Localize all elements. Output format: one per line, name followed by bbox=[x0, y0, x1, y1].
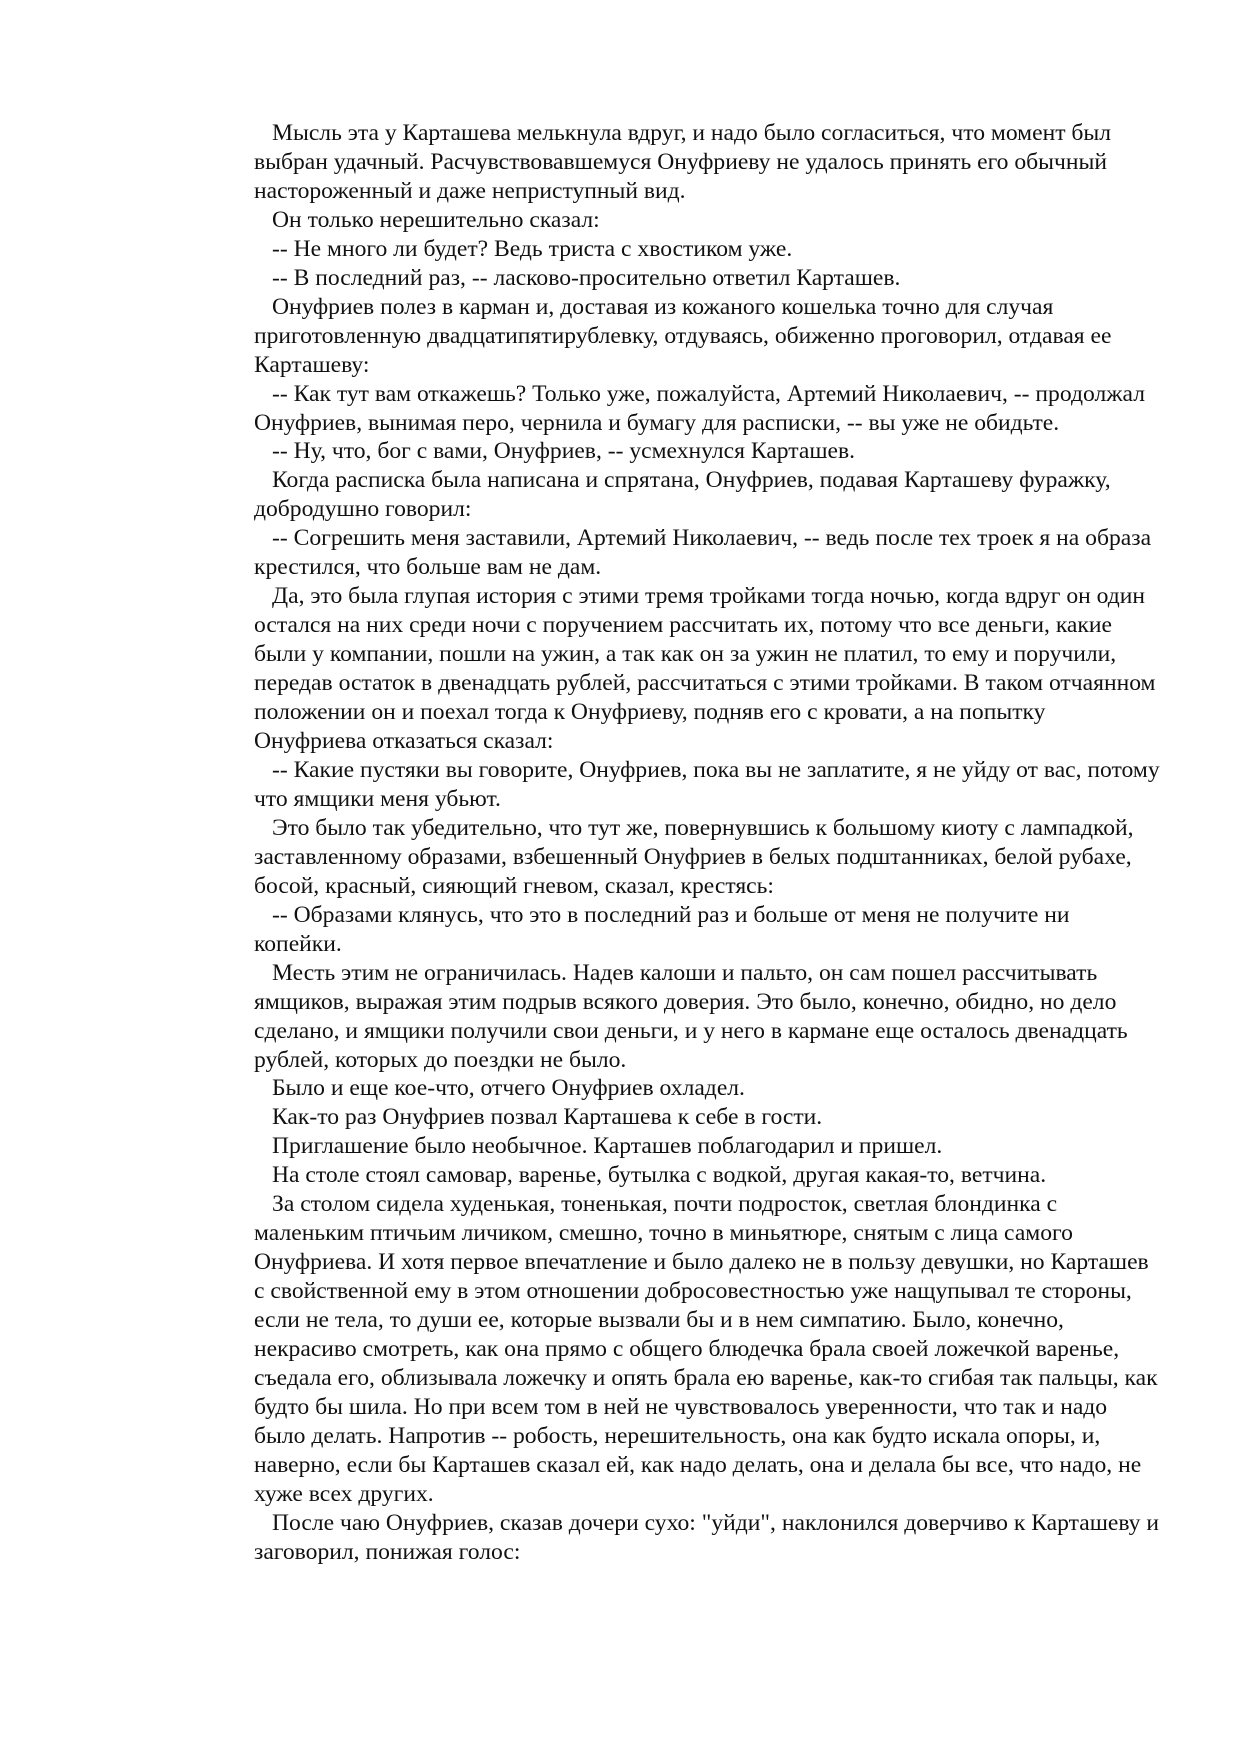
paragraph: За столом сидела худенькая, тоненькая, почти подросток, светлая блондинка с маленьким птичьим личиком, смешно, точно в миньятюре, снятым с лица самого Онуфриева. И хотя первое впечатление и было далеко не в пользу девушки, но Карташев с свойственной ему в этом отношении добросовестностью уже нащупывал те стороны, если не тела, то души ее, которые вызвали бы и в нем симпатию. Было, конечно, некрасиво смотреть, как она прямо с общего блюдечка брала своей ложечкой варенье, съедала его, облизывала ложечку и опять брала ею варенье, как-то сгибая так пальцы, как будто бы шила. Но при всем том в ней не чувствовалось уверенности, что так и надо было делать. Напротив -- робость, нерешительность, она как будто искала опоры, и, наверно, если бы Карташев сказал ей, как надо делать, она и делала бы все, что надо, не хуже всех других. bbox=[254, 1191, 1158, 1507]
paragraph: Месть этим не ограничилась. Надев калоши и пальто, он сам пошел рассчитывать ямщиков, выражая этим подрыв всякого доверия. Это было, конечно, обидно, но дело сделано, и ямщики получили свои деньги, и у него в кармане еще осталось двенадцать рублей, которых до поездки не было. bbox=[254, 959, 1128, 1073]
paragraph: -- Ну, что, бог с вами, Онуфриев, -- усмехнулся Карташев. bbox=[272, 438, 856, 465]
paragraph: Как-то раз Онуфриев позвал Карташева к себе в гости. bbox=[272, 1104, 823, 1131]
paragraph: -- Согрешить меня заставили, Артемий Николаевич, -- ведь после тех троек я на образа крестился, что больше вам не дам. bbox=[254, 525, 1152, 581]
paragraph: После чаю Онуфриев, сказав дочери сухо: "уйди", наклонился доверчиво к Карташеву и заговорил, понижая голос: bbox=[254, 1509, 1159, 1565]
paragraph: Да, это была глупая история с этими тремя тройками тогда ночью, когда вдруг он один остался на них среди ночи с поручением рассчитать их, потому что все деньги, какие были у компании, пошли на ужин, а так как он за ужин не платил, то ему и поручили, передав остаток в двенадцать рублей, рассчитаться с этими тройками. В таком отчаянном положении он и поехал тогда к Онуфриеву, подняв его с кровати, а на попытку Онуфриева отказаться сказал: bbox=[254, 583, 1156, 755]
paragraph: Он только нерешительно сказал: bbox=[272, 206, 600, 233]
paragraph: -- Не много ли будет? Ведь триста с хвостиком уже. bbox=[272, 235, 793, 262]
paragraph: Когда расписка была написана и спрятана, Онуфриев, подавая Карташеву фуражку, добродушно говорил: bbox=[254, 467, 1111, 523]
paragraph: -- Какие пустяки вы говорите, Онуфриев, пока вы не заплатите, я не уйду от вас, потому что ямщики меня убьют. bbox=[254, 756, 1160, 812]
text-block bbox=[254, 119, 1162, 1567]
paragraph: Приглашение было необычное. Карташев поблагодарил и пришел. bbox=[272, 1133, 943, 1160]
paragraph: Онуфриев полез в карман и, доставая из кожаного кошелька точно для случая приготовленную двадцатипятирублевку, отдуваясь, обиженно проговорил, отдавая ее Карташеву: bbox=[254, 293, 1112, 378]
paragraph: Было и еще кое-что, отчего Онуфриев охладел. bbox=[272, 1075, 745, 1102]
paragraph: -- Образами клянусь, что это в последний раз и больше от меня не получите ни копейки. bbox=[254, 901, 1070, 957]
paragraph: -- В последний раз, -- ласково-просительно ответил Карташев. bbox=[272, 264, 901, 291]
paragraph: -- Как тут вам откажешь? Только уже, пожалуйста, Артемий Николаевич, -- продолжал Онуфриев, вынимая перо, чернила и бумагу для расписки, -- вы уже не обидьте. bbox=[254, 380, 1145, 436]
paragraph: На столе стоял самовар, варенье, бутылка с водкой, другая какая-то, ветчина. bbox=[272, 1162, 1047, 1189]
paragraph: Это было так убедительно, что тут же, повернувшись к большому киоту с лампадкой, заставленному образами, взбешенный Онуфриев в белых подштанниках, белой рубахе, босой, красный, сияющий гневом, сказал, крестясь: bbox=[254, 814, 1134, 899]
paragraph: Мысль эта у Карташева мелькнула вдруг, и надо было согласиться, что момент был выбран удачный. Расчувствовавшемуся Онуфриеву не удалось принять его обычный настороженный и даже неприступный вид. bbox=[254, 120, 1112, 204]
